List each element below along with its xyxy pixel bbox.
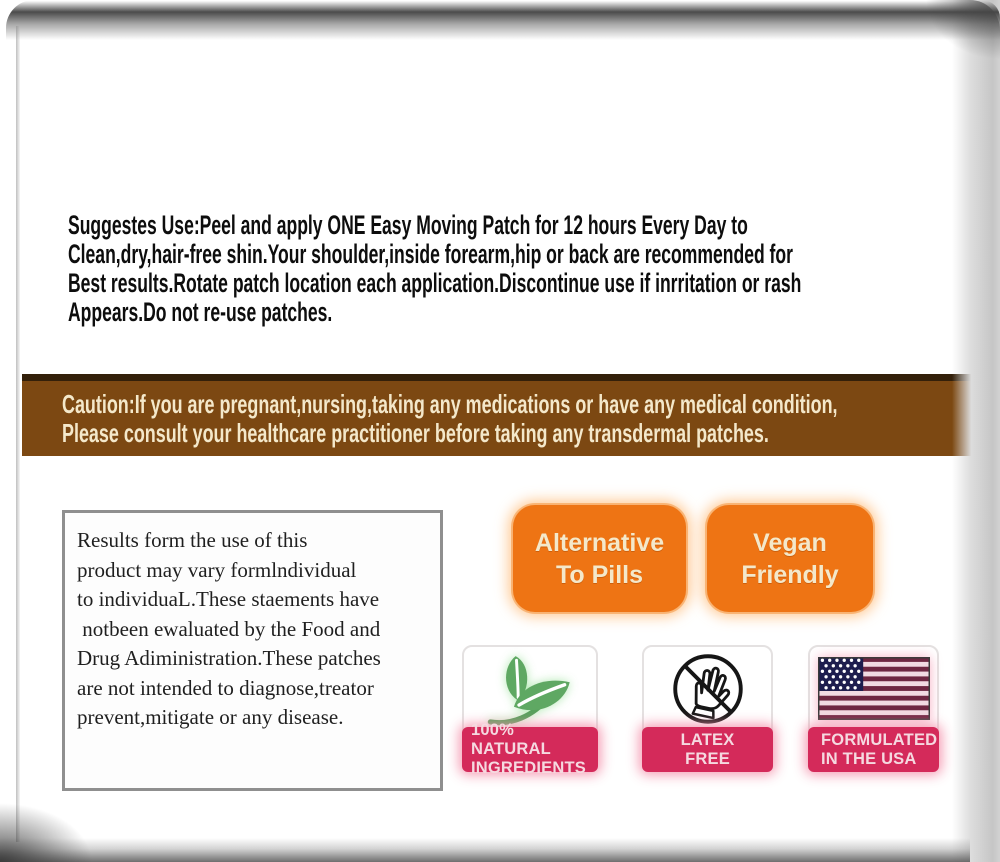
text-line: are not intended to diagnose,treator bbox=[77, 675, 374, 700]
banner-label-line: LATEX bbox=[680, 730, 735, 749]
made-in-usa-card bbox=[808, 645, 939, 772]
photo-corner-bottom-left bbox=[0, 798, 100, 862]
no-latex-glove-icon bbox=[669, 650, 747, 728]
text-line: Suggestes Use:Peel and apply ONE Easy Moving Patch for 12 hours Every Day to bbox=[68, 210, 748, 240]
latex-free-banner bbox=[642, 727, 773, 772]
banner-label-line: FORMULATED bbox=[821, 730, 938, 749]
photo-edge-left bbox=[16, 26, 20, 842]
natural-ingredients-banner bbox=[462, 721, 598, 777]
text-line: Appears.Do not re-use patches. bbox=[68, 297, 333, 327]
leaf-icon bbox=[482, 651, 578, 727]
fda-disclaimer-box bbox=[62, 510, 443, 791]
flag-icon-wrap bbox=[810, 647, 937, 730]
banner-label-line: INGREDIENTS bbox=[471, 759, 586, 777]
text-line: product may vary formlndividual bbox=[77, 557, 357, 582]
text-line: prevent,mitigate or any disease. bbox=[77, 705, 344, 729]
banner-label-line: 100% NATURAL bbox=[471, 721, 551, 758]
usa-flag-icon bbox=[818, 657, 930, 720]
text-line: to individuaL.These staements have bbox=[77, 587, 380, 611]
photo-corner-top-right bbox=[910, 0, 1000, 72]
banner-label-line: IN THE USA bbox=[821, 749, 917, 768]
text-line: Best results.Rotate patch location each application.Discontinue use if inrritation or rash bbox=[68, 268, 802, 298]
text-line: Results form the use of this bbox=[77, 528, 308, 552]
banner-label-line: FREE bbox=[685, 749, 730, 768]
text-line: Please consult your healthcare practitioner before taking any transdermal patches. bbox=[62, 418, 769, 448]
photo-edge-bottom bbox=[0, 838, 970, 862]
photo-edge-top bbox=[6, 0, 1000, 40]
text-line: Drug Adiministration.These patches bbox=[77, 646, 381, 670]
badge-label-line: To Pills bbox=[555, 560, 644, 589]
badge-label-line: Alternative bbox=[534, 528, 665, 557]
leaf-icon-wrap bbox=[464, 647, 596, 730]
latex-free-card bbox=[642, 645, 773, 772]
alternative-to-pills-badge bbox=[513, 505, 686, 612]
natural-ingredients-card bbox=[462, 645, 598, 777]
caution-banner bbox=[22, 374, 972, 456]
vegan-friendly-badge bbox=[707, 505, 873, 612]
made-in-usa-banner bbox=[808, 727, 939, 772]
text-line: notbeen ewaluated by the Food and bbox=[77, 616, 381, 641]
suggested-use-text bbox=[68, 211, 1000, 327]
badge-label-line: Friendly bbox=[741, 560, 839, 589]
glove-icon-wrap bbox=[644, 647, 771, 730]
text-line: Caution:If you are pregnant,nursing,taking any medications or have any medical condition, bbox=[62, 389, 838, 419]
badge-label-line: Vegan bbox=[753, 528, 827, 557]
text-line: Clean,dry,hair-free shin.Your shoulder,inside forearm,hip or back are recommended for bbox=[68, 239, 793, 269]
